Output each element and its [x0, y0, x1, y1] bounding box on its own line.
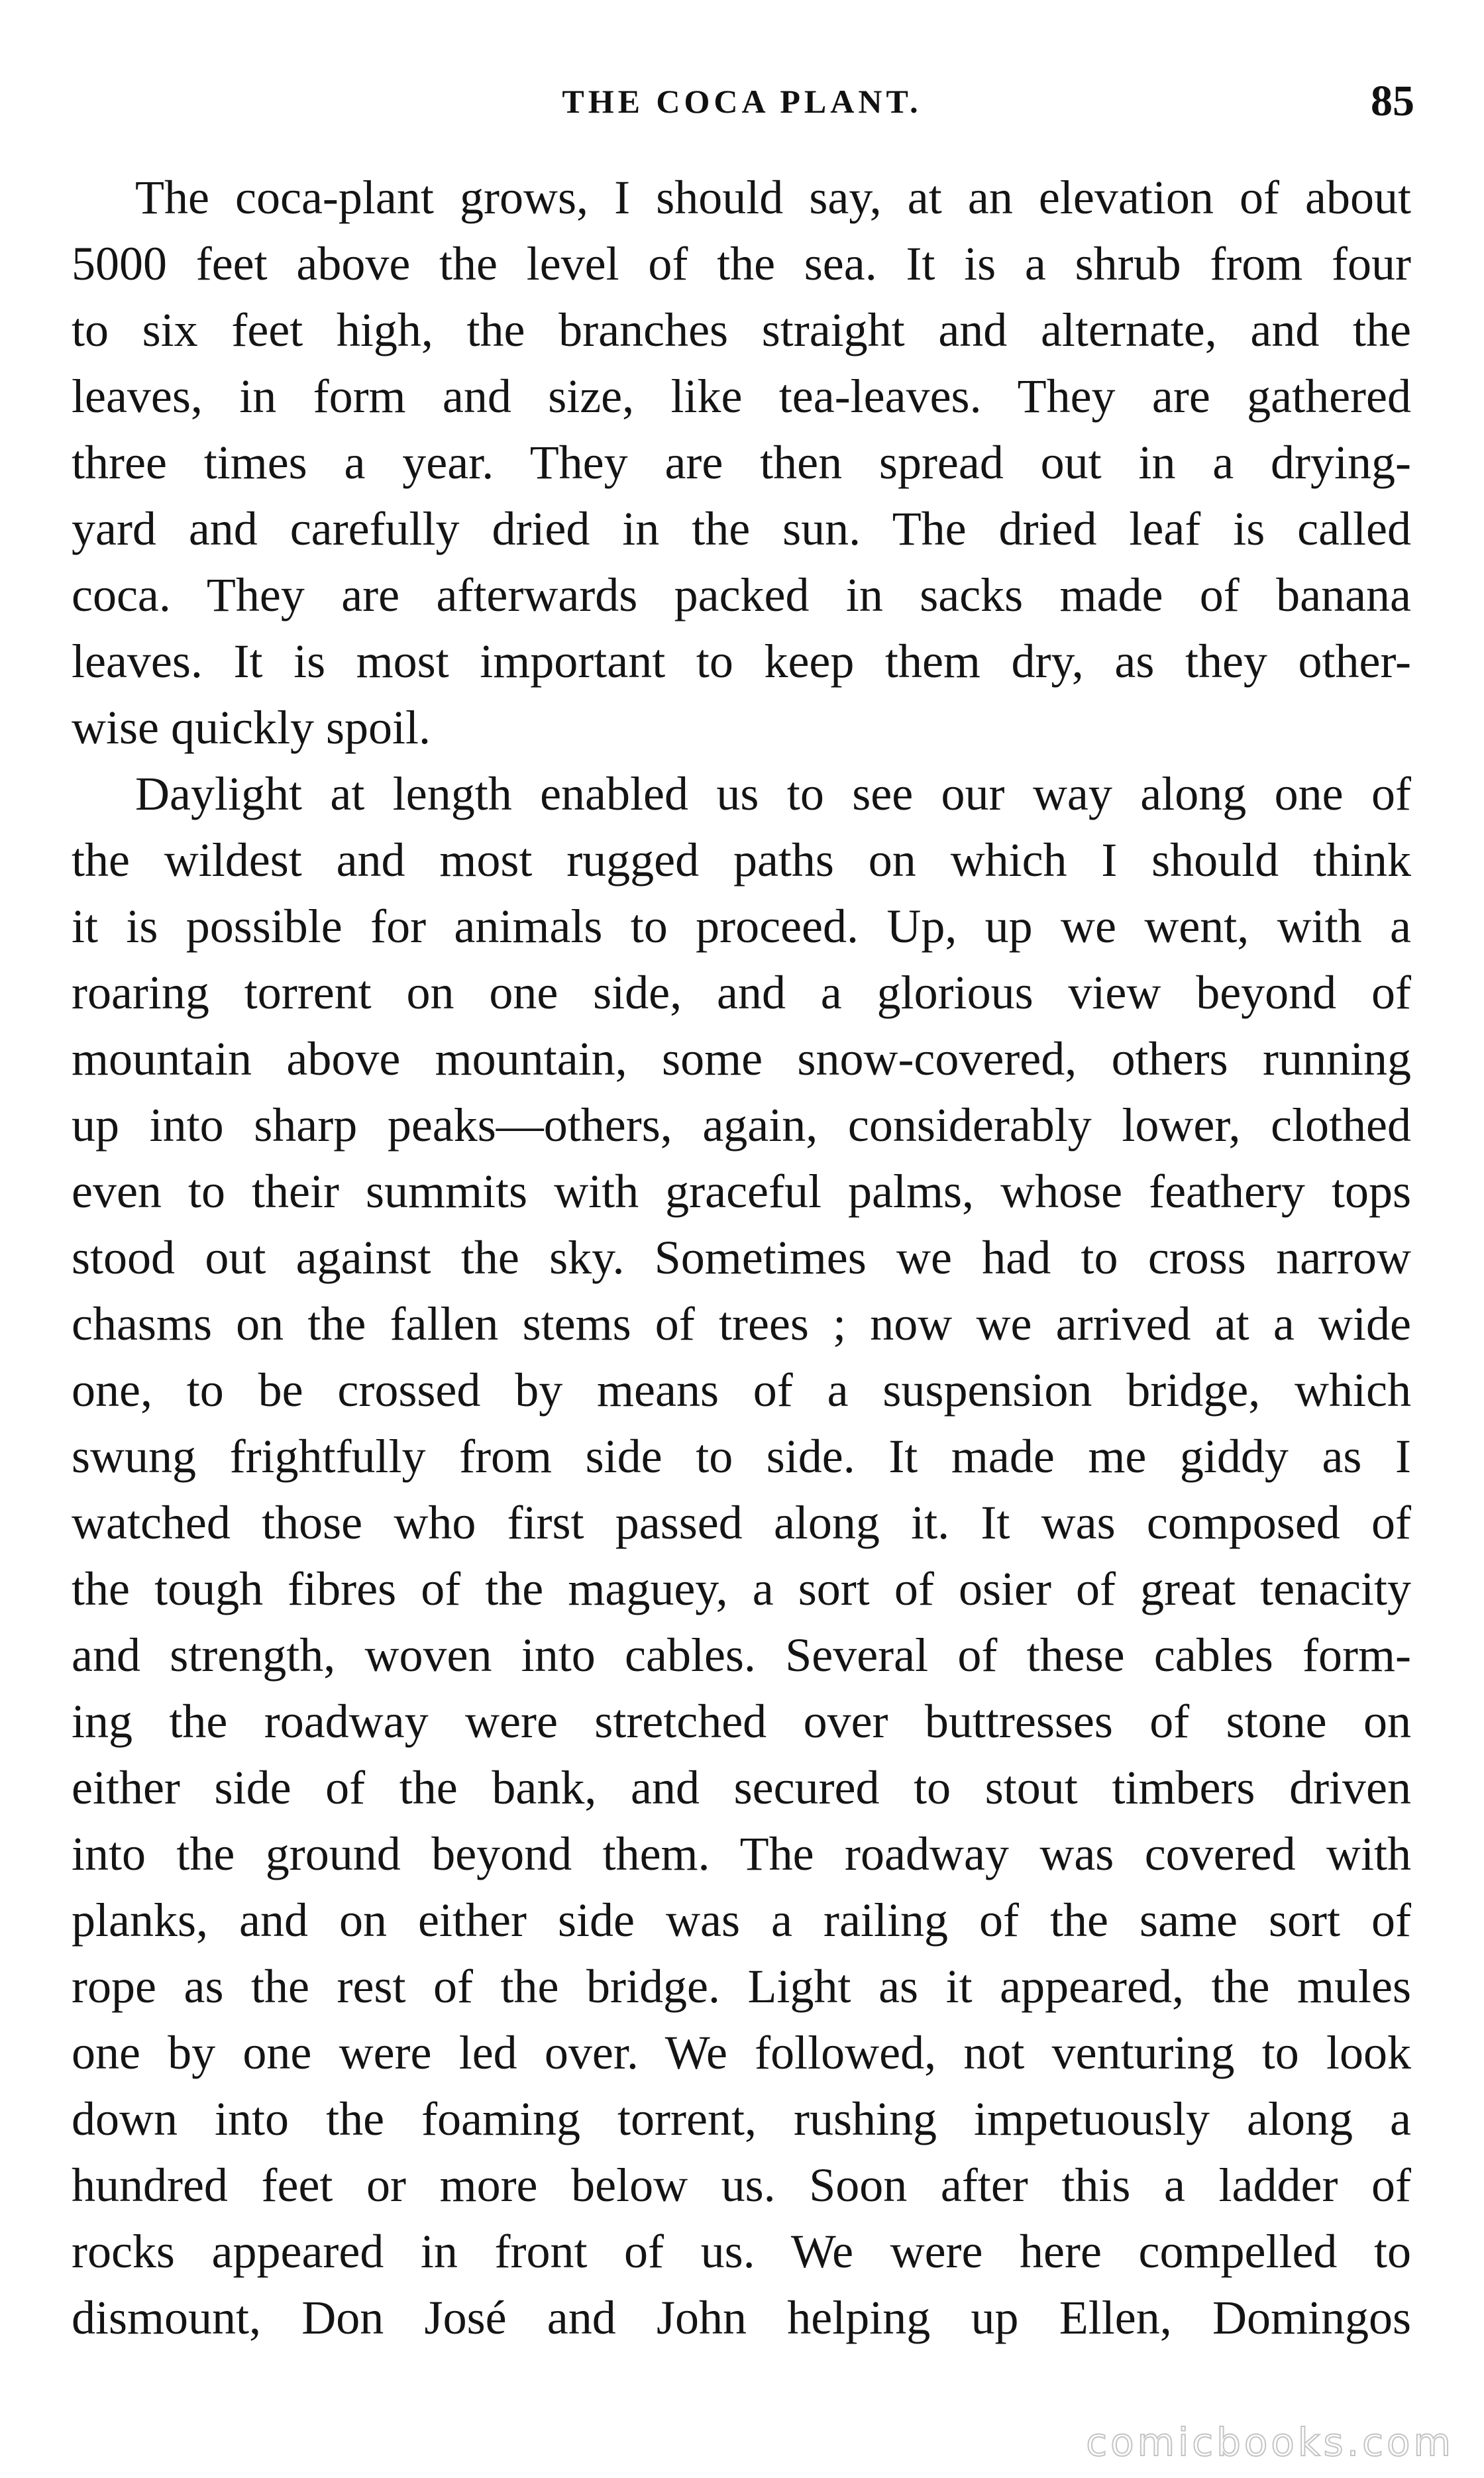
text-line: one, to be crossed by means of a suspension bridge, which: [72, 1364, 1411, 1417]
text-line: The coca-plant grows, I should say, at an elevation of about: [135, 171, 1411, 224]
text-line: coca. They are afterwards packed in sacks made of banana: [72, 568, 1411, 621]
text-line: up into sharp peaks—others, again, considerably lower, clothed: [72, 1099, 1411, 1152]
text-line: three times a year. They are then spread out in a drying-: [72, 436, 1411, 489]
text-line: roaring torrent on one side, and a glorious view beyond of: [72, 966, 1411, 1019]
text-line: Daylight at length enabled us to see our way along one of: [135, 767, 1411, 820]
running-title: THE COCA PLANT.: [562, 83, 922, 120]
running-head: [70, 72, 1414, 131]
text-line: into the ground beyond them. The roadway was covered with: [72, 1827, 1411, 1880]
text-line: the wildest and most rugged paths on which I should think: [72, 834, 1411, 887]
text-line: mountain above mountain, some snow-covered, others running: [72, 1032, 1411, 1085]
text-line: down into the foaming torrent, rushing impetuously along a: [72, 2092, 1411, 2145]
text-line: one by one were led over. We followed, not venturing to look: [72, 2026, 1411, 2079]
text-line: even to their summits with graceful palms, whose feathery tops: [72, 1165, 1411, 1218]
text-line: leaves, in form and size, like tea-leaves. They are gathered: [72, 370, 1411, 423]
text-line: stood out against the sky. Sometimes we had to cross narrow: [72, 1231, 1411, 1284]
text-line: watched those who first passed along it. It was composed of: [72, 1496, 1411, 1549]
watermark: comicbooks.com: [1086, 2420, 1454, 2465]
text-line: swung frightfully from side to side. It made me giddy as I: [72, 1430, 1411, 1483]
text-line: chasms on the fallen stems of trees ; now we arrived at a wide: [72, 1297, 1411, 1350]
page-number: 85: [1371, 77, 1414, 125]
text-line: to six feet high, the branches straight and alternate, and the: [72, 303, 1411, 356]
text-line: dismount, Don José and John helping up Ellen, Domingos: [72, 2291, 1411, 2344]
text-line: it is possible for animals to proceed. Up, up we went, with a: [72, 900, 1411, 953]
body-text: [72, 164, 1411, 2351]
text-line: the tough fibres of the maguey, a sort of osier of great tenacity: [72, 1562, 1411, 1615]
text-line: either side of the bank, and secured to stout timbers driven: [72, 1761, 1411, 1814]
text-line: rope as the rest of the bridge. Light as it appeared, the mules: [72, 1960, 1411, 2013]
text-line: and strength, woven into cables. Several of these cables form-: [72, 1629, 1411, 1682]
text-line: wise quickly spoil.: [72, 701, 431, 754]
text-line: ing the roadway were stretched over buttresses of stone on: [72, 1695, 1411, 1748]
text-line: yard and carefully dried in the sun. The dried leaf is called: [72, 502, 1411, 555]
text-line: rocks appeared in front of us. We were here compelled to: [72, 2225, 1411, 2278]
text-line: planks, and on either side was a railing of the same sort of: [72, 1894, 1411, 1947]
text-line: leaves. It is most important to keep them dry, as they other-: [72, 635, 1411, 688]
text-line: hundred feet or more below us. Soon after this a ladder of: [72, 2159, 1411, 2212]
text-line: 5000 feet above the level of the sea. It is a shrub from four: [72, 237, 1411, 290]
